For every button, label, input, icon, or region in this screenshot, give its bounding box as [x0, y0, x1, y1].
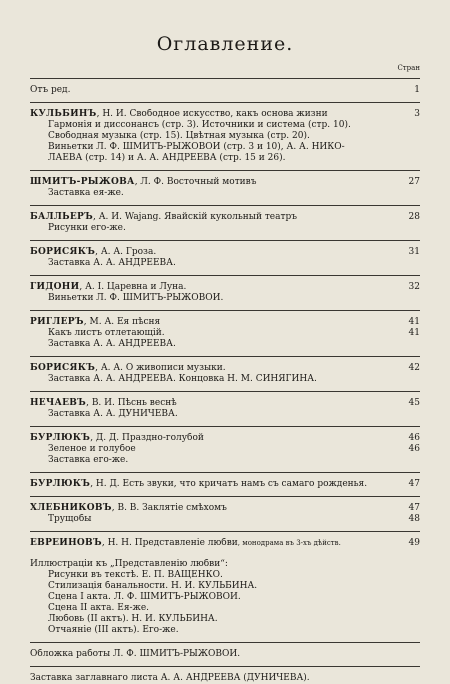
toc-entry — [30, 538, 420, 549]
toc-entry — [30, 293, 420, 304]
page-column-header: Стран — [397, 64, 420, 72]
entry-text — [30, 177, 402, 188]
toc-entry — [30, 479, 420, 490]
toc-entry — [30, 120, 420, 131]
entry-sub: Трущобы — [48, 514, 92, 524]
entry-text — [30, 109, 402, 120]
entry-text — [30, 398, 402, 409]
entry-text — [30, 514, 402, 525]
entry-text — [30, 433, 402, 444]
entry-sub: Виньетки Л. Ф. ШМИТЪ-РЫЖОВОЙ (стр. 3 и 10), А. А. НИКО- — [48, 142, 345, 152]
toc-entry — [30, 455, 420, 466]
illustrations-list — [30, 559, 420, 636]
illustration-text: Стилизація банальности. Н. И. КУЛЬБИНА. — [48, 581, 258, 591]
entry-text — [30, 293, 402, 304]
entry-sub: Гармонія и диссонансъ (стр. 3). Источники и система (стр. 10). — [48, 120, 351, 130]
illustration-line — [30, 559, 420, 570]
divider — [30, 496, 420, 497]
illustration-line — [30, 625, 420, 636]
entry-work: , Н. Д. Есть звуки, что кричатъ намъ съ самаго рожденья. — [90, 479, 368, 489]
entry-sub: Зеленое и голубое — [48, 444, 136, 454]
entry-page: 1 — [414, 85, 420, 95]
divider — [30, 275, 420, 276]
illustration-text: Отчаяніе (III актъ). Его-же. — [48, 625, 179, 635]
entry-text — [30, 131, 402, 142]
toc-entry — [30, 85, 420, 96]
toc-entry — [30, 363, 420, 374]
table-of-contents — [30, 78, 420, 549]
entry-text — [30, 328, 402, 339]
entry-text — [30, 142, 402, 153]
entry-author: ГИДОНИ — [30, 282, 80, 292]
illustration-text: Любовь (II актъ). Н. И. КУЛЬБИНА. — [48, 614, 218, 624]
entry-page: 41 — [408, 328, 420, 338]
entry-work: , А. А. О живописи музыки. — [95, 363, 226, 373]
illustration-text: Сцена II акта. Ея-же. — [48, 603, 150, 613]
entry-text — [30, 374, 402, 385]
toc-entry — [30, 142, 420, 153]
divider — [30, 205, 420, 206]
illustration-line — [30, 603, 420, 614]
entry-text — [30, 317, 402, 328]
toc-entry — [30, 131, 420, 142]
entry-text — [30, 503, 402, 514]
toc-entry — [30, 374, 420, 385]
entry-sub: Виньетки Л. Ф. ШМИТЪ-РЫЖОВОЙ. — [48, 293, 224, 303]
entry-text — [30, 479, 402, 490]
entry-author: ХЛЕБНИКОВЪ — [30, 503, 112, 513]
toc-entry — [30, 282, 420, 293]
entry-text — [30, 444, 402, 455]
entry-text — [30, 258, 402, 269]
toc-entry — [30, 339, 420, 350]
page-title: Оглавление. — [156, 33, 294, 55]
entry-work: , В. И. Пѣснь веснѣ — [86, 398, 177, 408]
entry-page: 47 — [408, 479, 420, 489]
entry-page: 47 — [408, 503, 420, 513]
divider — [30, 102, 420, 103]
toc-entry — [30, 317, 420, 328]
entry-sub: Заставка А. А. АНДРЕЕВА. Концовка Н. М. СИНЯГИНА. — [48, 374, 317, 384]
toc-entry — [30, 177, 420, 188]
entry-work: Отъ ред. — [30, 85, 71, 95]
divider — [30, 78, 420, 79]
entry-sub: Заставка А. А. АНДРЕЕВА. — [48, 339, 176, 349]
entry-author: ЕВРЕИНОВЪ — [30, 538, 102, 548]
entry-text — [30, 223, 402, 234]
entry-work: , А. І. Царевна и Луна. — [79, 282, 187, 292]
entry-work: , Н. Н. Представленіе любви — [101, 538, 238, 548]
illustration-text: Рисунки въ текстѣ. Е. П. ВАЩЕНКО. — [48, 570, 223, 580]
entry-author: НЕЧАЕВЪ — [30, 398, 87, 408]
illustration-line — [30, 581, 420, 592]
entry-work: , Л. Ф. Восточный мотивъ — [134, 177, 257, 187]
toc-entry — [30, 188, 420, 199]
toc-entry — [30, 409, 420, 420]
entry-text — [30, 282, 402, 293]
entry-work: , А. И. Wajang. Явайскій кукольный театръ — [93, 212, 297, 222]
entry-work: , Д. Д. Праздно-голубой — [90, 433, 204, 443]
divider — [30, 642, 420, 643]
entry-sub: Заставка А. А. АНДРЕЕВА. — [48, 258, 176, 268]
entry-sub: Какъ листъ отлетающій. — [48, 328, 165, 338]
divider — [30, 426, 420, 427]
illustration-line — [30, 614, 420, 625]
entry-page: 27 — [408, 177, 420, 187]
toc-entry — [30, 258, 420, 269]
entry-author: КУЛЬБИНЪ — [30, 109, 97, 119]
entry-sub: Рисунки его-же. — [48, 223, 126, 233]
entry-work: , В. В. Заклятіе смѣхомъ — [111, 503, 227, 513]
entry-text — [30, 409, 402, 420]
entry-page: 41 — [408, 317, 420, 327]
toc-entry — [30, 444, 420, 455]
toc-entry — [30, 328, 420, 339]
entry-sub: Свободная музыка (стр. 15). Цвѣтная музыка (стр. 20). — [48, 131, 310, 141]
illustration-text: Сцена I акта. Л. Ф. ШМИТЪ-РЫЖОВОЙ. — [48, 592, 241, 602]
divider — [30, 310, 420, 311]
toc-entry — [30, 433, 420, 444]
entry-note: , монодрама въ 3-хъ дѣйств. — [237, 539, 341, 547]
toc-entry — [30, 247, 420, 258]
entry-text — [30, 120, 402, 131]
entry-author: БАЛЛЬЕРЪ — [30, 212, 94, 222]
footer-credits — [30, 649, 420, 684]
illustration-text: Иллюстраціи къ „Представленію любви“: — [30, 559, 228, 569]
toc-entry — [30, 109, 420, 120]
spacer — [30, 549, 420, 559]
entry-work: , А. А. Гроза. — [95, 247, 157, 257]
entry-sub: Заставка ея-же. — [48, 188, 124, 198]
entry-page: 42 — [408, 363, 420, 373]
toc-entry — [30, 212, 420, 223]
entry-text — [30, 247, 402, 258]
entry-page: 45 — [408, 398, 420, 408]
divider — [30, 391, 420, 392]
divider — [30, 666, 420, 667]
divider — [30, 531, 420, 532]
entry-page: 32 — [408, 282, 420, 292]
entry-text — [30, 212, 402, 223]
toc-entry — [30, 398, 420, 409]
toc-entry — [30, 503, 420, 514]
entry-text — [30, 85, 402, 96]
entry-text — [30, 538, 402, 549]
entry-text — [30, 153, 402, 164]
footer-text: Обложка работы Л. Ф. ШМИТЪ-РЫЖОВОЙ. — [30, 649, 241, 659]
entry-page: 28 — [408, 212, 420, 222]
entry-text — [30, 455, 402, 466]
entry-sub: ЛАЕВА (стр. 14) и А. А. АНДРЕЕВА (стр. 15 и 26). — [48, 153, 286, 163]
entry-page: 3 — [414, 109, 420, 119]
entry-sub: Заставка его-же. — [48, 455, 129, 465]
entry-text — [30, 339, 402, 350]
entry-author: ШМИТЪ-РЫЖОВА — [30, 177, 135, 187]
entry-page: 31 — [408, 247, 420, 257]
entry-author: БОРИСЯКЪ — [30, 247, 96, 257]
toc-entry — [30, 223, 420, 234]
toc-entry — [30, 153, 420, 164]
divider — [30, 472, 420, 473]
entry-author: БУРЛЮКЪ — [30, 479, 91, 489]
entry-author: БОРИСЯКЪ — [30, 363, 96, 373]
footer-text: Заставка заглавнаго листа А. А. АНДРЕЕВА (ДУНИЧЕВА). — [30, 673, 310, 683]
entry-work: , Н. И. Свободное искусство, какъ основа жизни — [96, 109, 328, 119]
entry-sub: Заставка А. А. ДУНИЧЕВА. — [48, 409, 178, 419]
illustration-line — [30, 570, 420, 581]
entry-page: 48 — [408, 514, 420, 524]
footer-line — [30, 649, 420, 660]
entry-page: 49 — [408, 538, 420, 548]
entry-text — [30, 188, 402, 199]
footer-line — [30, 673, 420, 684]
divider — [30, 240, 420, 241]
entry-work: , М. А. Ея пѣсня — [83, 317, 161, 327]
entry-text — [30, 363, 402, 374]
illustration-line — [30, 592, 420, 603]
toc-entry — [30, 514, 420, 525]
entry-author: РИГЛЕРЪ — [30, 317, 84, 327]
entry-page: 46 — [408, 444, 420, 454]
entry-page: 46 — [408, 433, 420, 443]
entry-author: БУРЛЮКЪ — [30, 433, 91, 443]
divider — [30, 170, 420, 171]
divider — [30, 356, 420, 357]
